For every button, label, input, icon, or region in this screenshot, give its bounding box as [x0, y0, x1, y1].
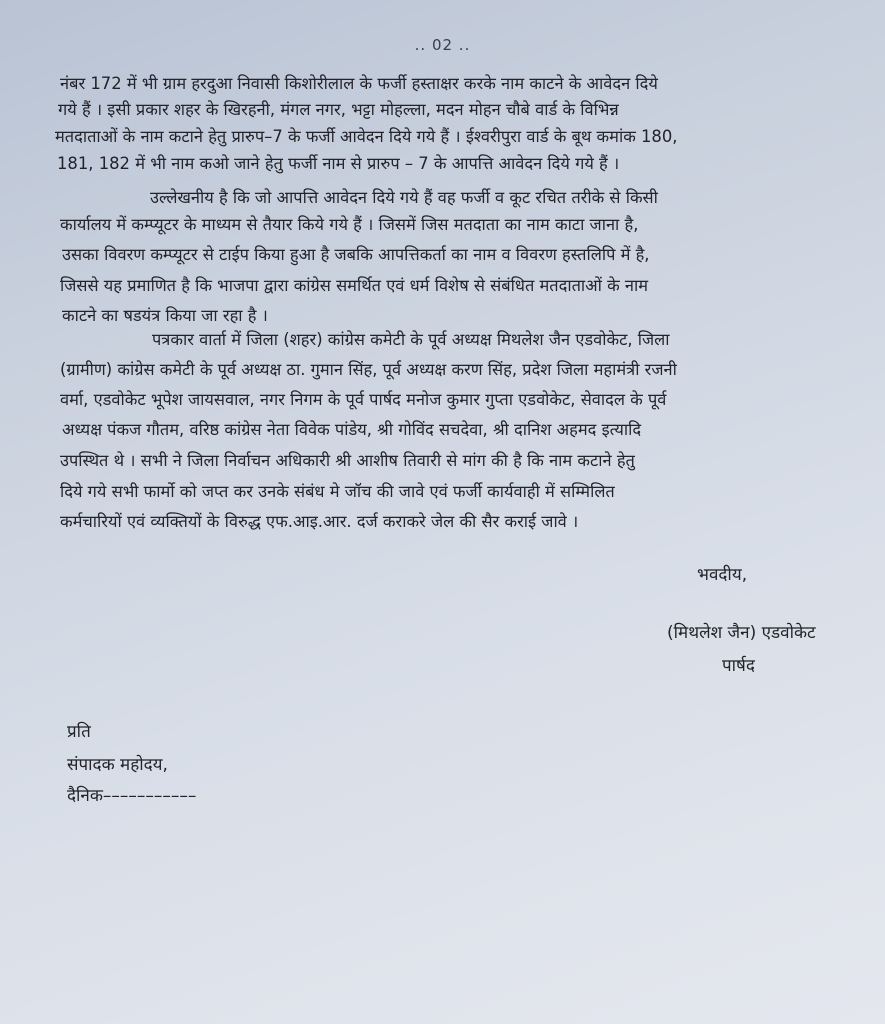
body-line: उल्लेखनीय है कि जो आपत्ति आवेदन दिये गये हैं वह फर्जी व कूट रचित तरीके से किसी — [150, 188, 658, 207]
body-line: मतदाताओं के नाम कटाने हेतु प्रारुप–7 के फर्जी आवेदन दिये गये हैं । ईश्वरीपुरा वार्ड के बूथ कमांक 180, — [55, 127, 678, 146]
page-number: .. 02 .. — [414, 36, 471, 54]
signature-name: (मिथलेश जैन) एडवोकेट — [667, 623, 816, 643]
body-line: जिससे यह प्रमाणित है कि भाजपा द्वारा कांग्रेस समर्थित एवं धर्म विशेष से संबंधित मतदाताओं के नाम — [60, 276, 649, 295]
recipient-prefix: प्रति — [67, 722, 91, 742]
body-line: 181, 182 में भी नाम कओ जाने हेतु फर्जी नाम से प्रारुप – 7 के आपत्ति आवेदन दिये गये हैं । — [57, 154, 620, 173]
recipient-newspaper: दैनिक––––––––––– — [67, 786, 197, 806]
body-line: कर्मचारियों एवं व्यक्तियों के विरुद्ध एफ.आइ.आर. दर्ज कराकरे जेल की सैर कराई जावे । — [60, 512, 579, 531]
recipient-editor: संपादक महोदय, — [67, 755, 168, 775]
body-line: अध्यक्ष पंकज गौतम, वरिष्ठ कांग्रेस नेता विवेक पांडेय, श्री गोविंद सचदेवा, श्री दानिश अहमद इत्यादि — [62, 420, 642, 439]
body-line: दिये गये सभी फार्मो को जप्त कर उनके संबंध मे जॉच की जावे एवं फर्जी कार्यवाही में सम्मिलित — [60, 482, 615, 501]
body-line: (ग्रामीण) कांग्रेस कमेटी के पूर्व अध्यक्ष ठा. गुमान सिंह, पूर्व अध्यक्ष करण सिंह, प्रदेश जिला महामंत्री रजनी — [60, 360, 677, 379]
body-line: नंबर 172 में भी ग्राम हरदुआ निवासी किशोरीलाल के फर्जी हस्ताक्षर करके नाम काटने के आवेदन दिये — [60, 74, 658, 93]
body-line: पत्रकार वार्ता में जिला (शहर) कांग्रेस कमेटी के पूर्व अध्यक्ष मिथलेश जैन एडवोकेट, जिला — [152, 330, 670, 349]
body-line: वर्मा, एडवोकेट भूपेश जायसवाल, नगर निगम के पूर्व पार्षद मनोज कुमार गुप्ता एडवोकेट, सेवादल के पूर्व — [60, 390, 667, 409]
signature-title: पार्षद — [722, 656, 755, 676]
body-line: काटने का षडयंत्र किया जा रहा है । — [62, 306, 268, 325]
body-line: गये हैं । इसी प्रकार शहर के खिरहनी, मंगल नगर, भट्टा मोहल्ला, मदन मोहन चौबे वार्ड के विभिन्न — [58, 100, 619, 119]
body-line: कार्यालय में कम्प्यूटर के माध्यम से तैयार किये गये हैं । जिसमें जिस मतदाता का नाम काटा जाना है, — [60, 215, 639, 234]
body-line: उपस्थित थे । सभी ने जिला निर्वाचन अधिकारी श्री आशीष तिवारी से मांग की है कि नाम कटाने हेतु — [60, 451, 635, 470]
body-line: उसका विवरण कम्प्यूटर से टाईप किया हुआ है जबकि आपत्तिकर्ता का नाम व विवरण हस्तलिपि में है, — [62, 245, 650, 264]
closing-salutation: भवदीय, — [697, 565, 748, 585]
